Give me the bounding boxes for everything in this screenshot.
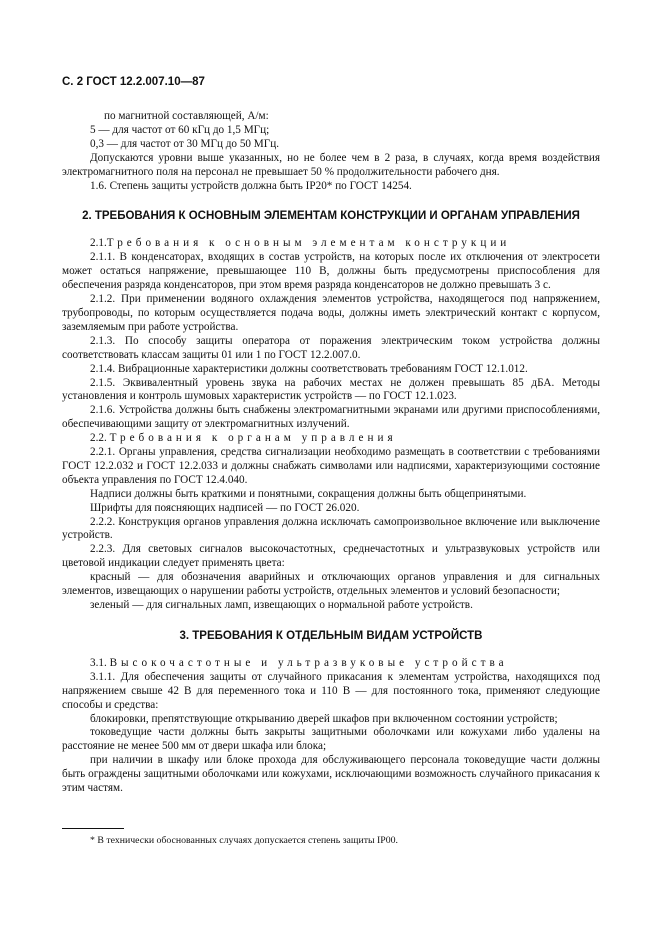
footnote-divider <box>62 828 124 829</box>
section-3-title: 3. ТРЕБОВАНИЯ К ОТДЕЛЬНЫМ ВИДАМ УСТРОЙСТВ <box>179 629 483 642</box>
document-page <box>62 76 600 847</box>
intro-line-3: 0,3 — для частот от 30 МГц до 50 МГц. <box>90 137 279 150</box>
paragraph-live-parts: токоведущие части должны быть закрыты защитными оболочками или кожухами либо удалены на расстояние не менее 500 мм от двери шкафа или блока; <box>62 726 600 753</box>
paragraph-fonts: Шрифты для поясняющих надписей — по ГОСТ 26.020. <box>90 501 360 514</box>
subsection-2-1-title: Требования к основным элементам конструкции <box>106 237 511 250</box>
subsection-2-1-number: 2.1. <box>90 237 107 250</box>
paragraph-blocking: блокировки, препятствующие открыванию дверей шкафов при включенном состоянии устройств; <box>90 712 558 725</box>
footnote: * В технически обоснованных случаях допускается степень защиты IP00. <box>90 834 398 846</box>
paragraph-labels: Надписи должны быть краткими и понятными, сокращения должны быть общепринятыми. <box>90 487 527 500</box>
subsection-3-1-title: Высокочастотные и ультразвуковые устройства <box>109 656 508 669</box>
intro-paragraph-1: Допускаются уровни выше указанных, но не более чем в 2 раза, в случаях, когда время воздействия электромагнитного поля на персонал не превышает 50 % продолжительности рабочего дня. <box>62 151 600 178</box>
intro-line-2: 5 — для частот от 60 кГц до 1,5 МГц; <box>90 123 270 136</box>
paragraph-red-color: красный — для обозначения аварийных и отключающих органов управления и для сигнальных элементов, извещающих о нарушении работы устройств, отдельных элементов и условий безопасности; <box>62 571 600 598</box>
paragraph-green-color: зеленый — для сигнальных ламп, извещающих о нормальной работе устройств. <box>90 599 473 611</box>
subsection-3-1-heading <box>62 657 600 671</box>
paragraph-2-2-2: 2.2.2. Конструкция органов управления должна исключать самопроизвольное включение или выключение устройств. <box>62 515 600 542</box>
subsection-2-1-heading <box>62 237 600 251</box>
paragraph-2-1-5: 2.1.5. Эквивалентный уровень звука на рабочих местах не должен превышать 85 дБА. Методы установления и контроль шумовых характеристик устройств — по ГОСТ 12.1.023. <box>62 376 600 403</box>
paragraph-3-1-1: 3.1.1. Для обеспечения защиты от случайного прикасания к элементам устройства, находящихся под напряжением свыше 42 В для переменного тока и 110 В — для постоянного тока, применяют следующие способы и средства: <box>62 670 600 711</box>
paragraph-2-1-2: 2.1.2. При применении водяного охлаждения элементов устройства, находящегося под напряжением, трубопроводы, по которым осуществляется подача воды, должны иметь электрический контакт с корпусом, заземляемым при работе устройства. <box>62 293 600 333</box>
paragraph-2-2-3: 2.2.3. Для световых сигналов высокочастотных, среднечастотных и ультразвуковых устройств или цветовой индикации следует применять цвета: <box>62 543 600 570</box>
subsection-2-2-number: 2.2. <box>90 432 107 445</box>
intro-line-1: по магнитной составляющей, А/м: <box>104 110 269 122</box>
paragraph-2-2-1: 2.2.1. Органы управления, средства сигнализации необходимо размещать в соответствии с требованиями ГОСТ 12.2.032 и ГОСТ 12.2.033 и должны снабжать символами или надписями, характеризующими состояние объекта управления по ГОСТ 12.4.040. <box>62 446 600 486</box>
paragraph-passage: при наличии в шкафу или блоке прохода для обслуживающего персонала токоведущие части должны быть ограждены защитными оболочками или кожухами, исключающими возможность случайного прикасания к этим частям. <box>62 754 600 795</box>
subsection-2-2-heading <box>62 432 600 446</box>
paragraph-2-1-3: 2.1.3. По способу защиты оператора от поражения электрическим током устройства должны соответствовать классам защиты 01 или 1 по ГОСТ 12.2.007.0. <box>62 334 600 361</box>
subsection-3-1-number: 3.1. <box>90 656 107 669</box>
paragraph-2-1-6: 2.1.6. Устройства должны быть снабжены электромагнитными экранами или другими приспособлениями, обеспечивающими защиту от электромагнитных излучений. <box>62 404 600 431</box>
intro-paragraph-2: 1.6. Степень защиты устройств должна быть IP20* по ГОСТ 14254. <box>90 179 412 192</box>
paragraph-2-1-4: 2.1.4. Вибрационные характеристики должны соответствовать требованиям ГОСТ 12.1.012. <box>90 362 528 375</box>
paragraph-2-1-1: 2.1.1. В конденсаторах, входящих в состав устройств, на которых после их отключения от электросети может остаться напряжение, превышающее 110 В, должны быть предусмотрены приспособления для обеспечения разряда конденсаторов, при этом время разряда конденсаторов не должно превышать 3 с. <box>62 251 600 292</box>
page-header: С. 2 ГОСТ 12.2.007.10—87 <box>62 76 205 88</box>
subsection-2-2-title: Требования к органам управления <box>109 432 397 445</box>
section-2-title: 2. ТРЕБОВАНИЯ К ОСНОВНЫМ ЭЛЕМЕНТАМ КОНСТРУКЦИИ И ОРГАНАМ УПРАВЛЕНИЯ <box>82 210 580 223</box>
